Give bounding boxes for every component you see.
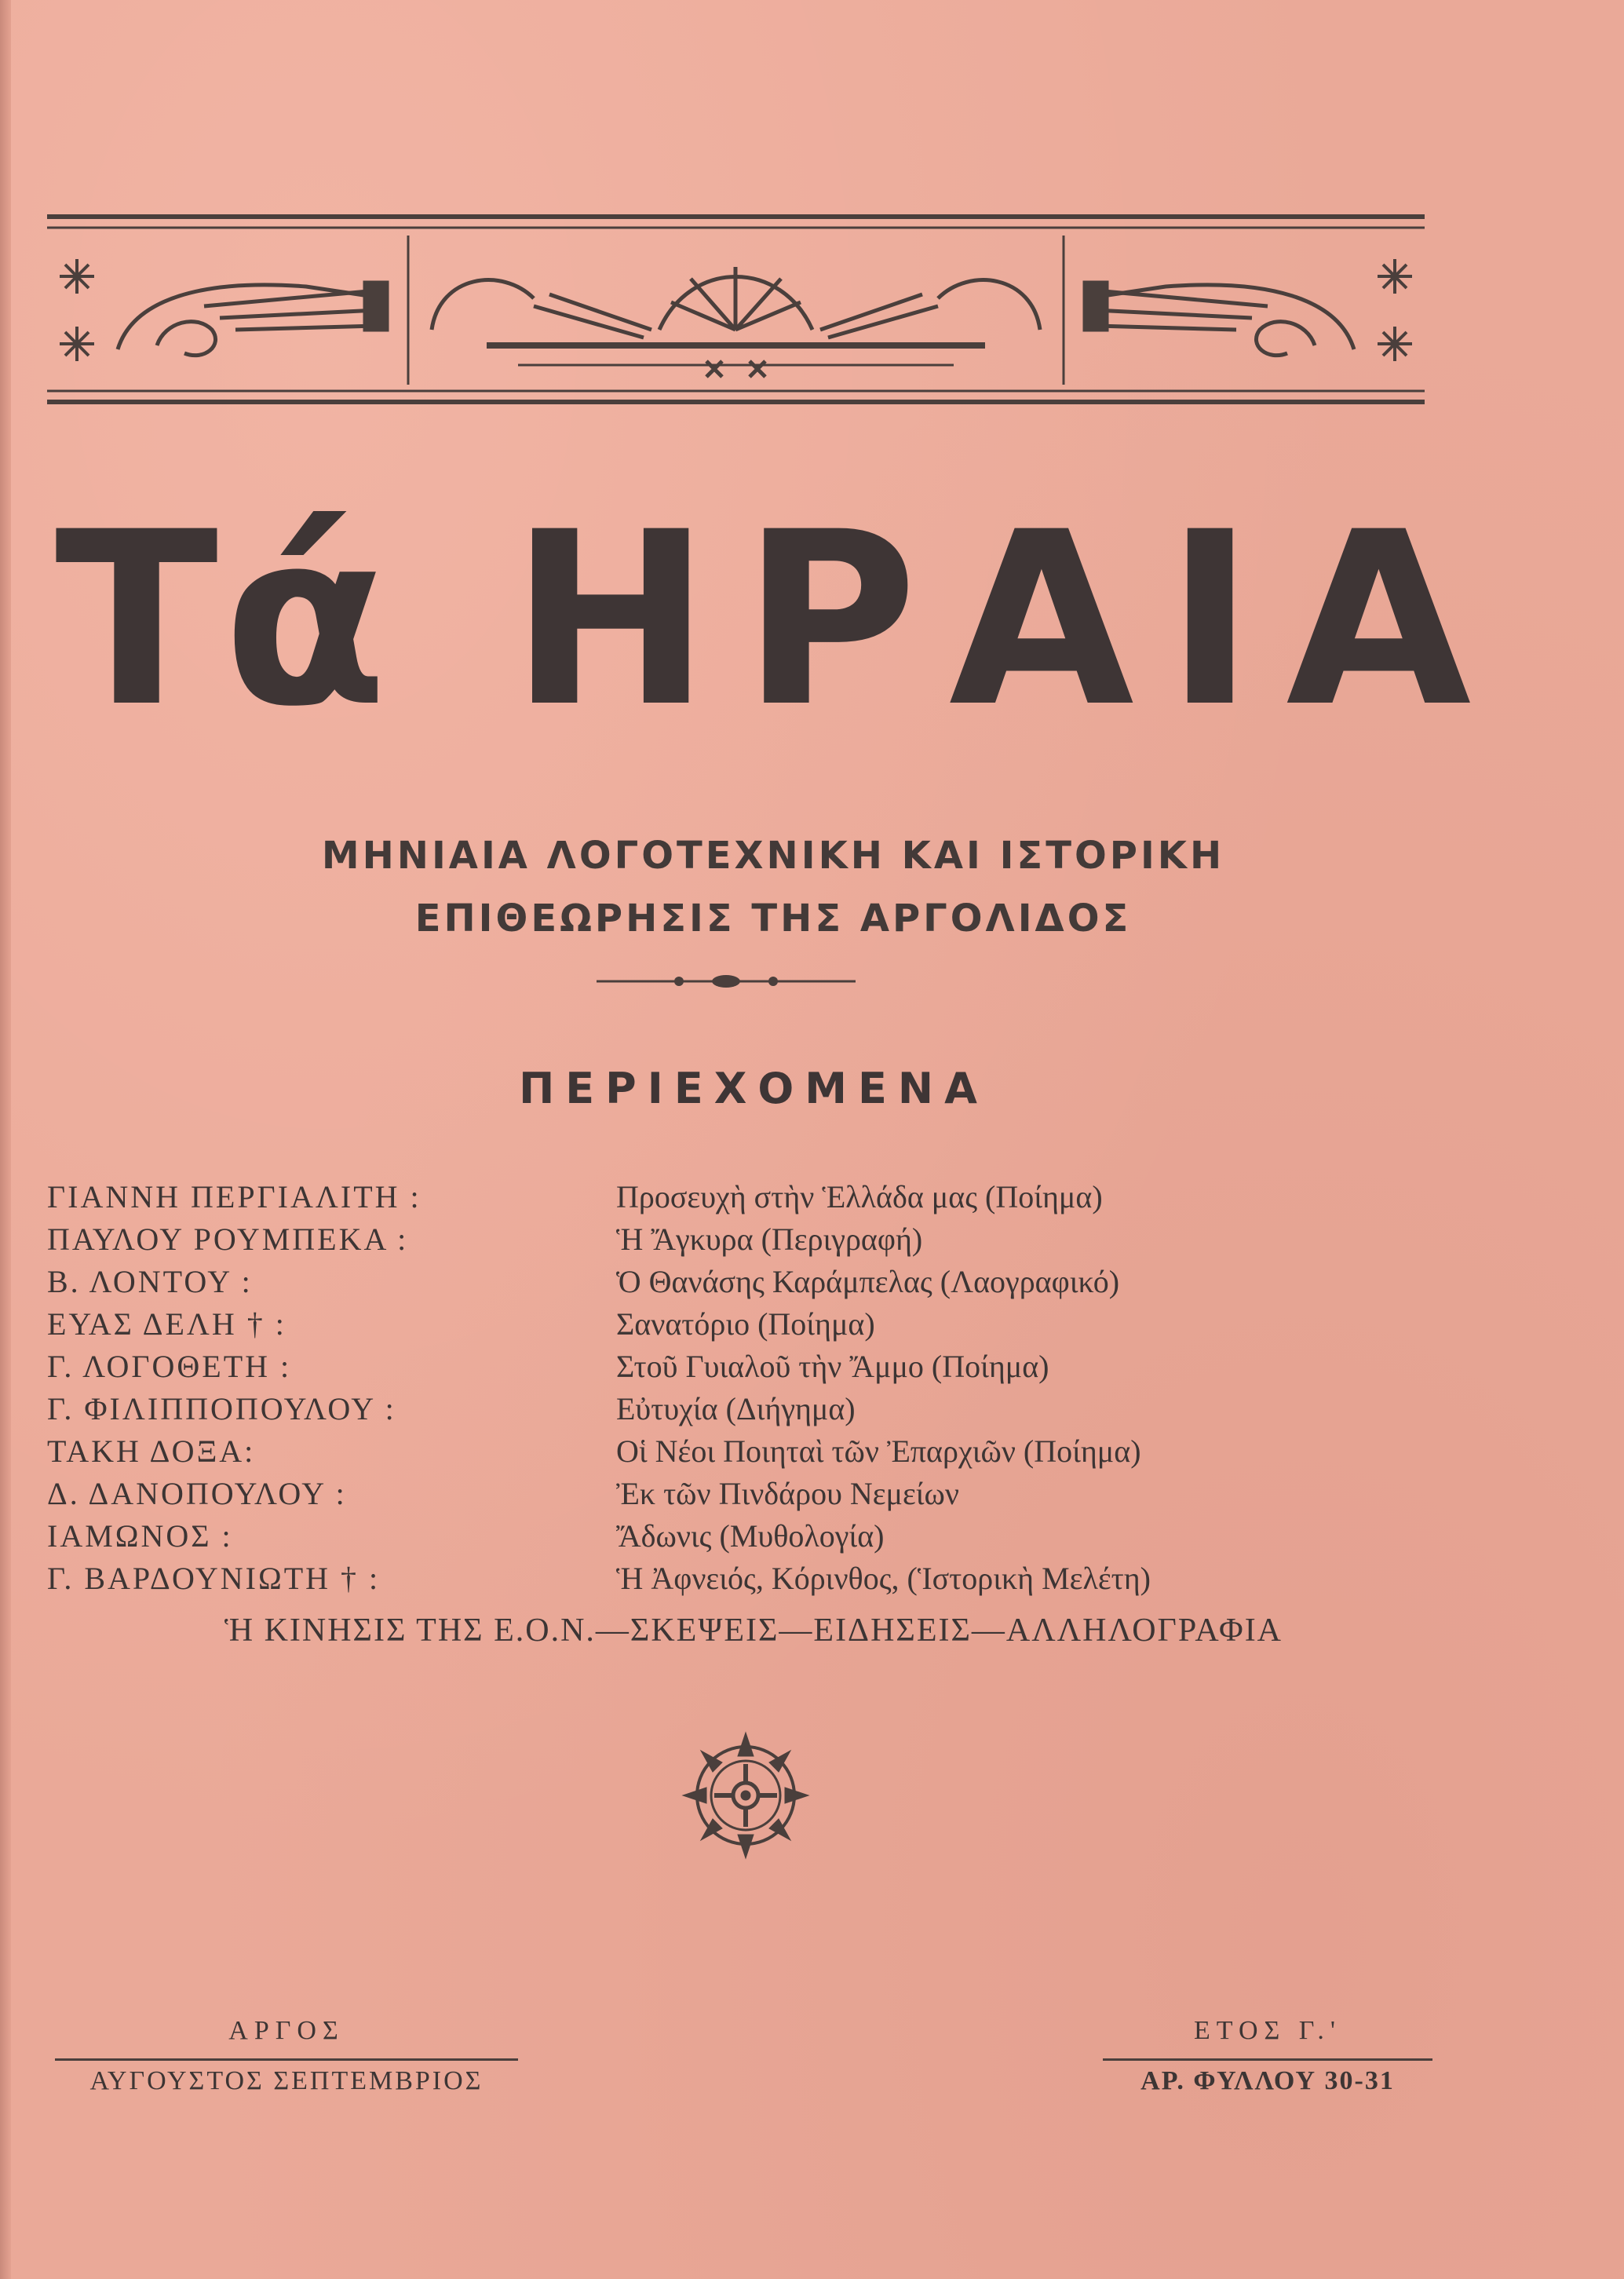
toc-title: Οἱ Νέοι Ποιηταὶ τῶν Ἐπαρχιῶν (Ποίημα) bbox=[616, 1434, 1141, 1469]
contents-heading: ΠΕΡΙΕΧΟΜΕΝΑ bbox=[519, 1064, 988, 1113]
toc-title: Ἄδωνις (Μυθολογία) bbox=[616, 1518, 885, 1554]
months-label: ΑΥΓΟΥΣΤΟΣ ΣΕΠΤΕΜΒΡΙΟΣ bbox=[89, 2066, 484, 2095]
place-label: ΑΡΓΟΣ bbox=[228, 2016, 345, 2045]
subtitle-line-1: ΜΗΝΙΑΙΑ ΛΟΓΟΤΕΧΝΙΚΗ ΚΑΙ ΙΣΤΟΡΙΚΗ bbox=[321, 834, 1225, 878]
toc-title: Ἡ Ἀφνειός, Κόρινθος, (Ἱστορικὴ Μελέτη) bbox=[616, 1561, 1151, 1596]
toc-author: ΓΙΑΝΝΗ ΠΕΡΓΙΑΛΙΤΗ : bbox=[47, 1179, 422, 1214]
toc-title: Στοῦ Γυιαλοῦ τὴν Ἄμμο (Ποίημα) bbox=[616, 1349, 1049, 1384]
toc-title: Σανατόριο (Ποίημα) bbox=[616, 1306, 875, 1342]
toc-author: ΠΑΥΛΟΥ ΡΟΥΜΠΕΚΑ : bbox=[47, 1222, 409, 1257]
toc-author: Γ. ΦΙΛΙΠΠΟΠΟΥΛΟΥ : bbox=[47, 1391, 396, 1426]
toc-row bbox=[47, 1515, 1334, 1558]
divider-ornament bbox=[597, 970, 856, 993]
toc-row bbox=[47, 1176, 1334, 1218]
place-rule bbox=[55, 2058, 518, 2061]
toc-author: Γ. ΒΑΡΔΟΥΝΙΩΤΗ † : bbox=[47, 1561, 381, 1596]
toc-row bbox=[47, 1388, 1334, 1430]
title-word-ta: Τά bbox=[55, 480, 392, 759]
toc-author: ΙΑΜΩΝΟΣ : bbox=[47, 1518, 233, 1554]
table-of-contents bbox=[47, 1176, 1334, 1600]
contents-footer-line: Ἡ ΚΙΝΗΣΙΣ ΤΗΣ Ε.Ο.Ν.—ΣΚΕΨΕΙΣ—ΕΙΔΗΣΕΙΣ—ΑΛΛΗΛΟΓΡΑΦΙΑ bbox=[224, 1612, 1283, 1649]
year-rule bbox=[1103, 2058, 1432, 2061]
toc-title: Προσευχὴ στὴν Ἑλλάδα μας (Ποίημα) bbox=[616, 1179, 1103, 1214]
toc-title: Ὁ Θανάσης Καράμπελας (Λαογραφικό) bbox=[616, 1264, 1120, 1299]
toc-author: Β. ΛΟΝΤΟΥ : bbox=[47, 1264, 253, 1299]
paper-edge bbox=[0, 0, 11, 2279]
title-word-heraia: ΗΡΑΙΑ bbox=[510, 480, 1503, 759]
magazine-title bbox=[47, 480, 1503, 759]
toc-row bbox=[47, 1473, 1334, 1515]
toc-author: ΕΥΑΣ ΔΕΛΗ † : bbox=[47, 1306, 286, 1342]
toc-title: Εὐτυχία (Διήγημα) bbox=[616, 1391, 856, 1426]
toc-title: Ἐκ τῶν Πινδάρου Νεμείων bbox=[616, 1476, 959, 1511]
toc-title: Ἡ Ἄγκυρα (Περιγραφή) bbox=[616, 1222, 923, 1257]
year-label: ΕΤΟΣ Γ.' bbox=[1194, 2016, 1341, 2045]
ornament-header-band bbox=[47, 212, 1425, 408]
toc-row bbox=[47, 1303, 1334, 1346]
rosette-ornament bbox=[681, 1731, 810, 1860]
toc-row bbox=[47, 1430, 1334, 1473]
toc-row bbox=[47, 1558, 1334, 1600]
toc-author: Γ. ΛΟΓΟΘΕΤΗ : bbox=[47, 1349, 292, 1384]
toc-row bbox=[47, 1261, 1334, 1303]
toc-author: ΤΑΚΗ ΔΟΞΑ: bbox=[47, 1434, 256, 1469]
toc-row bbox=[47, 1346, 1334, 1388]
subtitle-line-2: ΕΠΙΘΕΩΡΗΣΙΣ ΤΗΣ ΑΡΓΟΛΙΔΟΣ bbox=[414, 897, 1132, 940]
toc-row bbox=[47, 1218, 1334, 1261]
issue-number: ΑΡ. ΦΥΛΛΟΥ 30-31 bbox=[1140, 2066, 1395, 2095]
toc-author: Δ. ΔΑΝΟΠΟΥΛΟΥ : bbox=[47, 1476, 347, 1511]
